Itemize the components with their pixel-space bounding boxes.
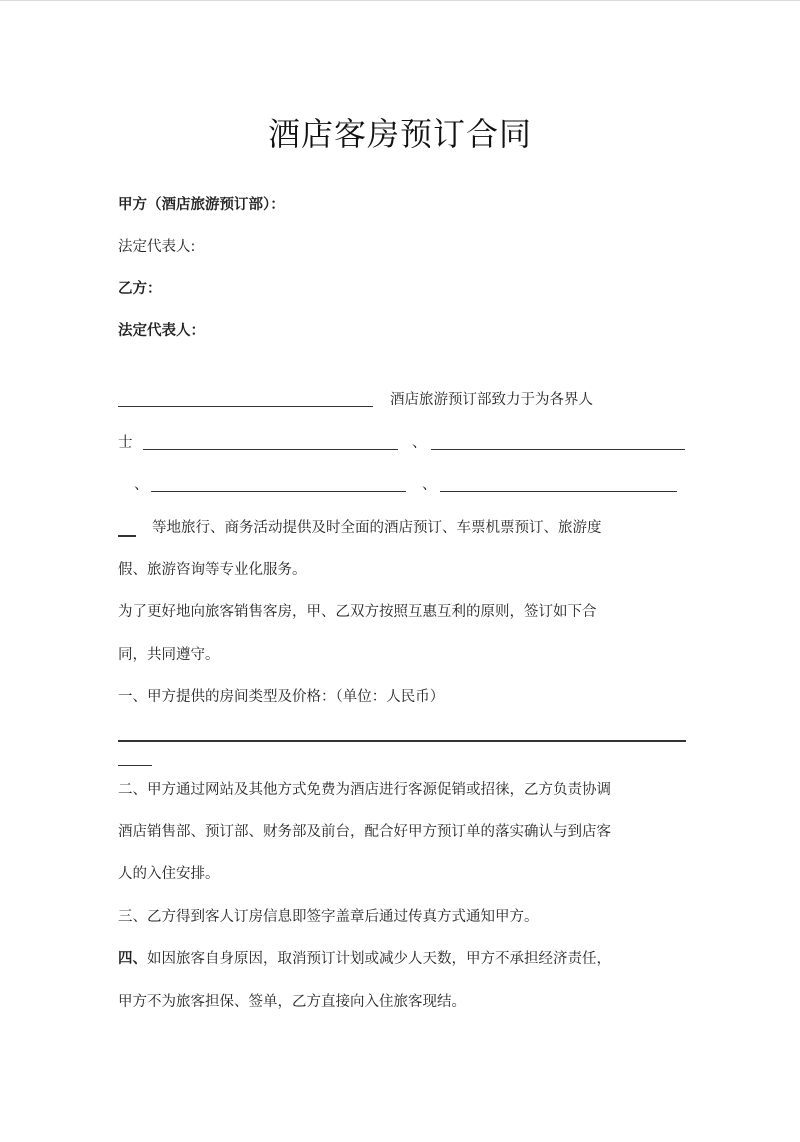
intro-text: 酒店旅游预订部致力于为各界人 xyxy=(390,392,593,408)
clause-4-line-1: 如因旅客自身原因，取消预订计划或减少人天数，甲方不承担经济责任， xyxy=(147,951,611,967)
separator-1: 、 xyxy=(412,435,427,451)
document-title: 酒店客房预订合同 xyxy=(267,115,532,153)
blank-line-2 xyxy=(143,449,398,450)
services-text-line-2: 假、旅游咨询等专业化服务。 xyxy=(118,562,307,578)
purpose-text-line-1: 为了更好地向旅客销售客房，甲、乙双方按照互惠互利的原则，签订如下合 xyxy=(118,604,597,620)
intro-shi-char: 士 xyxy=(118,435,133,451)
room-price-blank-line-short xyxy=(118,765,152,766)
party-a-label: 甲方（酒店旅游预订部）： xyxy=(118,197,285,213)
blank-line-4 xyxy=(151,491,406,492)
room-price-blank-line xyxy=(118,740,686,742)
clause-2-line-3: 人的入住安排。 xyxy=(118,866,220,882)
clause-2-line-1: 二、甲方通过网站及其他方式免费为酒店进行客源促销或招徕，乙方负责协调 xyxy=(118,782,611,798)
blank-line-3 xyxy=(431,449,685,450)
clause-2-line-2: 酒店销售部、预订部、财务部及前台，配合好甲方预订单的落实确认与到店客 xyxy=(118,824,611,840)
services-text-line-1: 等地旅行、商务活动提供及时全面的酒店预订、车票机票预订、旅游度 xyxy=(152,520,602,536)
clause-4-line-2: 甲方不为旅客担保、签单，乙方直接向入住旅客现结。 xyxy=(118,994,466,1010)
blank-line-5 xyxy=(440,491,677,492)
legal-rep-label-1: 法定代表人: xyxy=(118,239,196,255)
legal-rep-label-2: 法定代表人： xyxy=(118,323,205,339)
separator-2: 、 xyxy=(134,477,149,493)
party-b-label: 乙方： xyxy=(118,281,162,297)
blank-line-short xyxy=(118,535,136,537)
clause-3-text: 三、乙方得到客人订房信息即签字盖章后通过传真方式通知甲方。 xyxy=(118,909,539,925)
clause-1-text: 一、甲方提供的房间类型及价格：（单位：人民币） xyxy=(118,689,445,705)
purpose-text-line-2: 同，共同遵守。 xyxy=(118,647,220,663)
clause-4-number: 四、 xyxy=(118,951,147,967)
blank-line-1 xyxy=(118,406,373,407)
separator-3: 、 xyxy=(422,477,437,493)
